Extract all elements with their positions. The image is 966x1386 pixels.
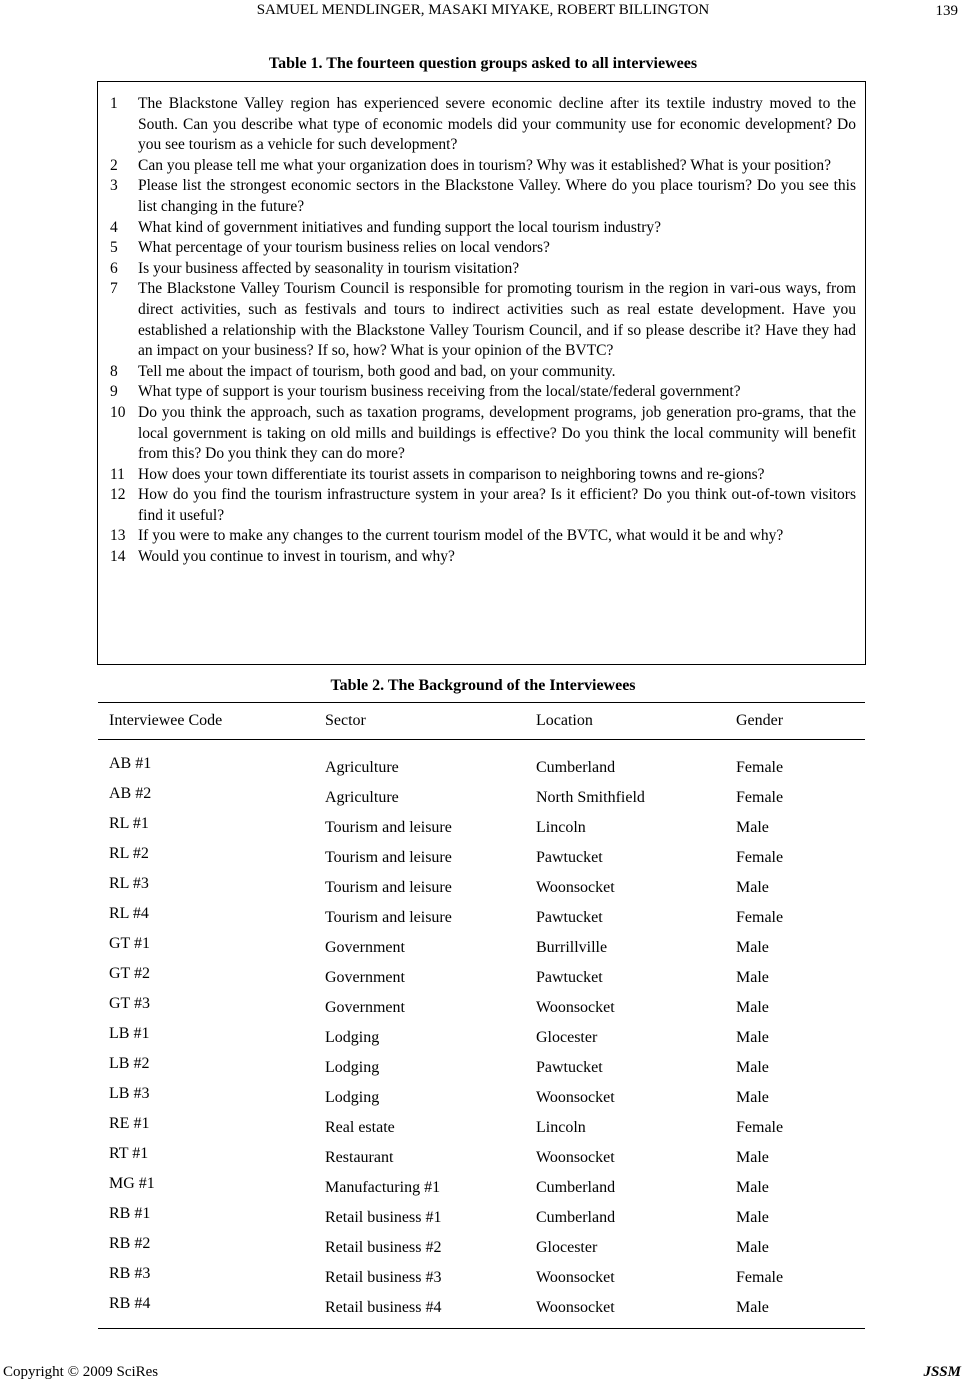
question-item: [110, 485, 856, 526]
table-header-row: [98, 703, 865, 740]
cell-location: Woonsocket: [536, 1299, 615, 1316]
cell-code: LB #1: [109, 1025, 150, 1042]
cell-sector: Tourism and leisure: [325, 879, 452, 896]
cell-location: Glocester: [536, 1029, 598, 1046]
column-header-gender: Gender: [736, 712, 784, 729]
cell-gender: Female: [736, 759, 784, 776]
cell-location: Woonsocket: [536, 879, 615, 896]
table-row: [98, 1207, 865, 1237]
cell-gender: Male: [736, 1089, 769, 1106]
cell-gender: Male: [736, 1209, 769, 1226]
cell-code: MG #1: [109, 1175, 155, 1192]
cell-code: AB #2: [109, 785, 152, 802]
cell-gender: Male: [736, 1149, 769, 1166]
running-head: [0, 0, 966, 24]
question-list: [110, 94, 856, 568]
cell-location: Cumberland: [536, 1179, 616, 1196]
table-row: [98, 1027, 865, 1057]
cell-sector: Agriculture: [325, 789, 399, 806]
table-row: [98, 967, 865, 997]
question-item: [110, 362, 856, 383]
table-row: [98, 1177, 865, 1207]
copyright-notice: Copyright © 2009 SciRes: [3, 1364, 159, 1380]
cell-sector: Retail business #2: [325, 1239, 442, 1256]
cell-sector: Lodging: [325, 1089, 380, 1106]
cell-sector: Real estate: [325, 1119, 395, 1136]
cell-code: LB #2: [109, 1055, 150, 1072]
interviewees-table: [98, 702, 865, 1329]
cell-code: RB #3: [109, 1265, 151, 1282]
question-text: The Blackstone Valley Tourism Council is responsible for promoting tourism in the region in vari-ous ways, from direct activities, such as festivals and tours to indirect activities such as real estate development. Have you established a relationship with the Blackstone Valley Tourism Council, and if so please describe it? Have they had an impact on your business? If so, how? What is your opinion of the BVTC?: [138, 280, 856, 360]
column-header-code: Interviewee Code: [109, 712, 223, 729]
cell-sector: Retail business #1: [325, 1209, 442, 1226]
table-row: [98, 937, 865, 967]
cell-location: Lincoln: [536, 819, 586, 836]
cell-gender: Male: [736, 1299, 769, 1316]
page-number: 139: [935, 3, 958, 19]
question-text: How does your town differentiate its tourist assets in comparison to neighboring towns and re-gions?: [138, 465, 765, 483]
cell-sector: Tourism and leisure: [325, 909, 452, 926]
cell-code: GT #1: [109, 935, 151, 952]
question-text: Please list the strongest economic sectors in the Blackstone Valley. Where do you place tourism? Do you see this list changing in the future?: [138, 177, 856, 215]
cell-gender: Male: [736, 819, 769, 836]
cell-sector: Lodging: [325, 1059, 380, 1076]
question-number: 12: [110, 486, 126, 504]
question-item: [110, 279, 856, 361]
cell-code: GT #3: [109, 995, 151, 1012]
cell-location: Glocester: [536, 1239, 598, 1256]
cell-location: Woonsocket: [536, 999, 615, 1016]
table1-caption: Table 1. The fourteen question groups asked to all interviewees: [268, 55, 698, 72]
question-item: [110, 547, 856, 568]
cell-sector: Tourism and leisure: [325, 849, 452, 866]
table-row: [98, 847, 865, 877]
question-text: Tell me about the impact of tourism, both good and bad, on your community.: [138, 362, 616, 380]
column-header-location: Location: [536, 712, 593, 729]
question-item: [110, 218, 856, 239]
question-item: [110, 382, 856, 403]
cell-gender: Female: [736, 1119, 784, 1136]
cell-gender: Male: [736, 1029, 769, 1046]
cell-location: Woonsocket: [536, 1269, 615, 1286]
cell-location: Woonsocket: [536, 1089, 615, 1106]
page-footer: [0, 1364, 966, 1384]
cell-sector: Lodging: [325, 1029, 380, 1046]
table-row: [98, 907, 865, 937]
question-number: 1: [110, 95, 118, 112]
cell-gender: Female: [736, 1269, 784, 1286]
table-row: [98, 757, 865, 787]
cell-gender: Male: [736, 999, 769, 1016]
cell-gender: Male: [736, 1059, 769, 1076]
cell-sector: Government: [325, 969, 405, 986]
cell-code: RB #2: [109, 1235, 151, 1252]
cell-gender: Male: [736, 939, 769, 956]
cell-location: Cumberland: [536, 1209, 616, 1226]
cell-gender: Female: [736, 909, 784, 926]
question-number: 13: [110, 527, 126, 545]
cell-code: LB #3: [109, 1085, 150, 1102]
cell-sector: Manufacturing #1: [325, 1179, 441, 1196]
cell-location: Woonsocket: [536, 1149, 615, 1166]
cell-code: RB #4: [109, 1295, 151, 1312]
question-item: [110, 403, 856, 465]
cell-gender: Female: [736, 789, 784, 806]
question-number: 6: [110, 259, 118, 277]
cell-sector: Agriculture: [325, 759, 399, 776]
question-item: [110, 156, 856, 177]
question-text: Can you please tell me what your organization does in tourism? Why was it established? What is your position?: [138, 156, 832, 174]
cell-code: RB #1: [109, 1205, 151, 1222]
cell-code: RE #1: [109, 1115, 150, 1132]
table-row: [98, 1237, 865, 1267]
cell-location: Lincoln: [536, 1119, 586, 1136]
cell-gender: Male: [736, 1179, 769, 1196]
cell-code: RT #1: [109, 1145, 149, 1162]
cell-sector: Restaurant: [325, 1149, 394, 1166]
question-item: [110, 94, 856, 156]
question-text: Is your business affected by seasonality in tourism visitation?: [138, 259, 520, 277]
cell-location: Pawtucket: [536, 909, 603, 926]
cell-gender: Male: [736, 879, 769, 896]
cell-gender: Male: [736, 969, 769, 986]
table-body: [98, 757, 865, 1327]
question-text: Do you think the approach, such as taxation programs, development programs, job generation pro-grams, that the local government is taking on old mills and buildings is effective? Do you think the local community will benefit from this? Do you think they can do more?: [138, 403, 856, 463]
question-number: 2: [110, 156, 118, 174]
cell-code: RL #2: [109, 845, 149, 862]
table-row: [98, 817, 865, 847]
column-header-sector: Sector: [325, 712, 366, 729]
table-row: [98, 1147, 865, 1177]
question-number: 11: [110, 465, 125, 483]
question-text: What percentage of your tourism business relies on local vendors?: [138, 239, 550, 257]
cell-code: RL #4: [109, 905, 149, 922]
question-text: The Blackstone Valley region has experienced severe economic decline after its textile industry moved to the South. Can you describe what type of economic models did your community use for economic development? Do you see tourism as a vehicle for such development?: [138, 95, 856, 154]
question-item: [110, 526, 856, 547]
table-row: [98, 1057, 865, 1087]
question-text: Would you continue to invest in tourism, and why?: [138, 548, 455, 566]
question-text: What kind of government initiatives and funding support the local tourism industry?: [138, 218, 662, 236]
cell-location: North Smithfield: [536, 789, 645, 806]
question-item: [110, 238, 856, 259]
table-row: [98, 1297, 865, 1327]
cell-location: Cumberland: [536, 759, 616, 776]
cell-sector: Government: [325, 999, 405, 1016]
cell-gender: Female: [736, 849, 784, 866]
table-row: [98, 787, 865, 817]
table-row: [98, 1087, 865, 1117]
question-number: 7: [110, 280, 118, 298]
cell-sector: Tourism and leisure: [325, 819, 452, 836]
table2-caption: Table 2. The Background of the Interviewees: [330, 677, 636, 694]
question-text: If you were to make any changes to the current tourism model of the BVTC, what would it be and why?: [138, 527, 784, 545]
journal-abbreviation: JSSM: [923, 1364, 961, 1380]
cell-location: Pawtucket: [536, 849, 603, 866]
cell-code: RL #3: [109, 875, 149, 892]
question-number: 10: [110, 403, 126, 421]
cell-sector: Retail business #4: [325, 1299, 442, 1316]
cell-location: Burrillville: [536, 939, 608, 956]
table-row: [98, 1267, 865, 1297]
table-row: [98, 877, 865, 907]
questions-table: [97, 81, 866, 665]
question-number: 3: [110, 177, 118, 195]
question-text: How do you find the tourism infrastructure system in your area? Is it efficient? Do you think out-of-town visitors find it useful?: [138, 486, 856, 524]
question-item: [110, 176, 856, 217]
table-row: [98, 997, 865, 1027]
table-row: [98, 1117, 865, 1147]
cell-code: AB #1: [109, 755, 152, 772]
cell-sector: Government: [325, 939, 405, 956]
cell-location: Pawtucket: [536, 969, 603, 986]
question-item: [110, 259, 856, 280]
question-number: 8: [110, 362, 118, 380]
question-number: 9: [110, 383, 118, 401]
question-text: What type of support is your tourism business receiving from the local/state/federal government?: [138, 383, 741, 401]
question-item: [110, 465, 856, 486]
question-number: 5: [110, 239, 118, 257]
cell-gender: Male: [736, 1239, 769, 1256]
cell-sector: Retail business #3: [325, 1269, 442, 1286]
question-number: 14: [110, 548, 126, 566]
author-names: SAMUEL MENDLINGER, MASAKI MIYAKE, ROBERT BILLINGTON: [256, 2, 710, 18]
cell-location: Pawtucket: [536, 1059, 603, 1076]
question-number: 4: [110, 218, 118, 236]
cell-code: RL #1: [109, 815, 149, 832]
cell-code: GT #2: [109, 965, 151, 982]
